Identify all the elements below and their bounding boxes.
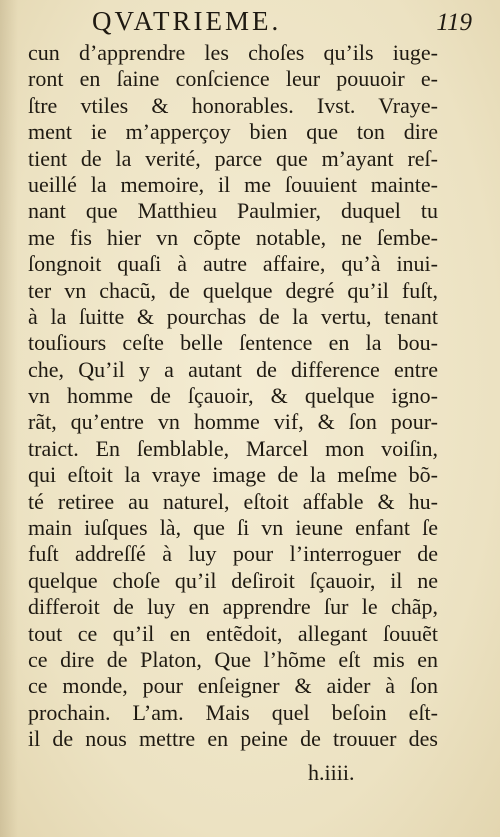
text-line: cun d’apprendre les choſes qu’ils iuge- [28,40,438,65]
text-line: touſiours ceſte belle ſentence en la bou- [28,330,438,356]
text-line: ſtre vtiles & honorables. Ivst. Vraye- [28,92,438,118]
text-line: té retiree au naturel, eſtoit affable & hu- [28,488,438,514]
text-line: tient de la verité, parce que m’ayant reſ- [28,145,438,171]
text-line: me fis hier vn cõpte notable, ne ſembe- [28,224,438,250]
text-line: traict. En ſemblable, Marcel mon voiſin, [28,435,438,461]
text-line: che, Qu’il y a autant de difference entre [28,356,438,382]
text-line: ueillé la memoire, il me ſouuient mainte- [28,171,438,197]
text-line: ter vn chacũ, de quelque degré qu’il fuſt, [28,277,438,303]
text-line: ment ie m’apperçoy bien que ton dire [28,119,438,145]
text-line: vn homme de ſçauoir, & quelque igno- [28,383,438,409]
running-title: QVATRIEME. [92,6,282,36]
gutter-shadow [0,0,18,837]
text-line: ſongnoit quaſi à autre affaire, qu’à inui- [28,251,438,277]
text-line: à la ſuitte & pourchas de la vertu, tenant [28,303,438,329]
page-header [92,6,472,38]
text-line: rãt, qu’entre vn homme vif, & ſon pour- [28,409,438,435]
text-line: ront en ſaine conſcience leur pouuoir e- [28,66,438,92]
text-line: fuſt addreſſé à luy pour l’interroguer de [28,541,438,567]
signature-mark: h.iiii. [308,760,355,785]
text-line: ce dire de Platon, Que l’hõme eſt mis en [28,646,438,672]
text-line: qui eſtoit la vraye image de la meſme bõ- [28,462,438,488]
text-line: tout ce qu’il en entẽdoit, allegant ſouuẽt [28,620,438,646]
body-text [28,40,438,753]
text-line: ce monde, pour enſeigner & aider à ſon [28,673,438,699]
text-line: differoit de luy en apprendre ſur le chãp, [28,594,438,620]
text-line: prochain. L’am. Mais quel beſoin eſt- [28,699,438,725]
text-line: il de nous mettre en peine de trouuer des [28,726,438,752]
text-line: nant que Matthieu Paulmier, duquel tu [28,198,438,224]
text-line: main iuſques là, que ſi vn ieune enfant ſe [28,515,438,541]
text-line: quelque choſe qu’il deſiroit ſçauoir, il ne [28,567,438,593]
page-number: 119 [436,9,472,36]
